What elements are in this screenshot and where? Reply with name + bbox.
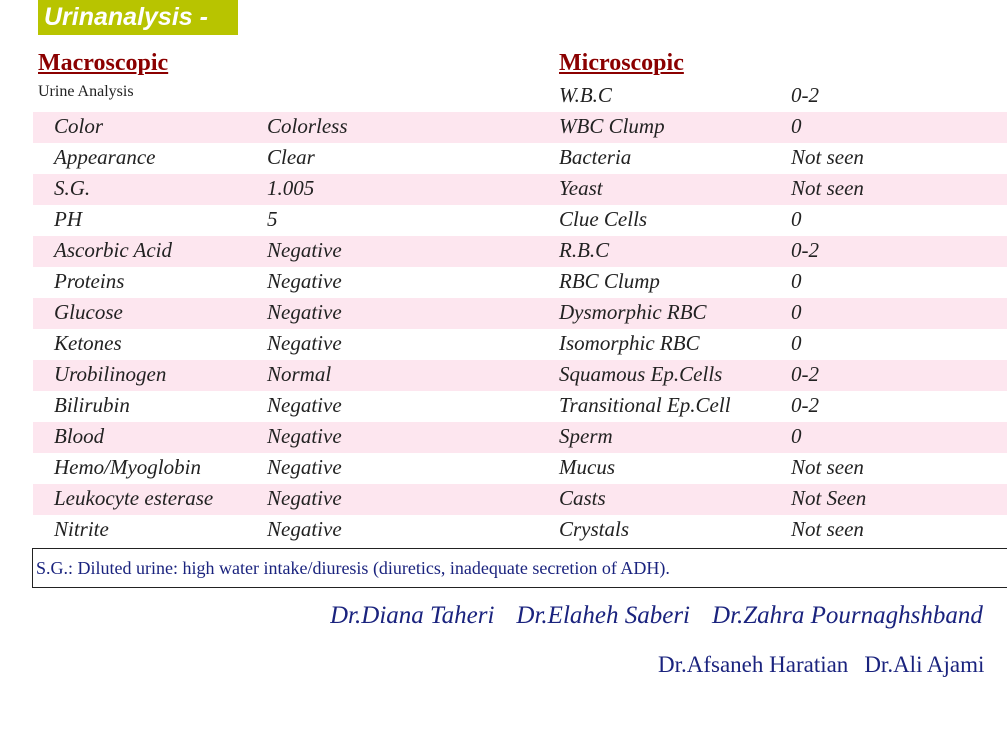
micro-value: Not Seen [791,486,867,510]
micro-value: 0-2 [791,393,819,417]
macro-label: Ketones [54,331,122,355]
page-title: Urinanalysis - [38,0,238,35]
micro-label: Squamous Ep.Cells [559,362,723,386]
micro-label: WBC Clump [559,114,665,138]
table-row [0,453,1007,484]
table-row [0,236,1007,267]
micro-label: Sperm [559,424,613,448]
results-table [0,112,1007,546]
micro-value: Not seen [791,145,864,169]
row-band [33,360,1007,391]
macroscopic-heading: Macroscopic [38,50,169,76]
macro-label: Glucose [54,300,123,324]
author-name: Dr.Ali Ajami [864,652,985,677]
table-row [0,267,1007,298]
micro-label: R.B.C [559,238,610,262]
macro-value: 1.005 [267,176,315,200]
row-band [33,422,1007,453]
table-row [0,205,1007,236]
macro-value: Negative [267,424,342,448]
micro-label: Clue Cells [559,207,648,231]
macro-label: Urobilinogen [54,362,167,386]
row-band [33,236,1007,267]
micro-value: 0 [791,424,802,448]
micro-value: 0 [791,269,802,293]
macro-value: Colorless [267,114,348,138]
table-row [0,422,1007,453]
micro-label: W.B.C [559,83,612,107]
macro-value: Clear [267,145,315,169]
macro-label: Ascorbic Acid [54,238,173,262]
table-row [0,174,1007,205]
table-row [0,143,1007,174]
macro-label: Proteins [54,269,125,293]
macro-label: Nitrite [54,517,109,541]
macro-value: Negative [267,486,342,510]
macro-label: Blood [54,424,105,448]
authors-line-2 [658,652,1007,678]
macro-value: Negative [267,269,342,293]
macro-value: Normal [267,362,332,386]
micro-value: 0 [791,300,802,324]
table-row-wbc [0,81,1007,112]
macro-label: Bilirubin [54,393,130,417]
micro-label: Casts [559,486,606,510]
micro-label: RBC Clump [559,269,660,293]
macro-label: Leukocyte esterase [54,486,214,510]
author-name: Dr.Elaheh Saberi [516,602,691,629]
micro-label: Dysmorphic RBC [559,300,707,324]
macro-label: Color [54,114,104,138]
table-row [0,329,1007,360]
macro-value: Negative [267,238,342,262]
macro-label: S.G. [54,176,91,200]
micro-value: 0 [791,207,802,231]
table-row [0,484,1007,515]
micro-value: 0 [791,114,802,138]
urine-analysis-subheading: Urine Analysis [38,83,134,100]
macro-value: Negative [267,455,342,479]
note-box: S.G.: Diluted urine: high water intake/diuresis (diuretics, inadequate secretion of ADH). [32,548,1007,588]
micro-label: Yeast [559,176,603,200]
row-band [33,112,1007,143]
table-row [0,391,1007,422]
table-row [0,112,1007,143]
micro-label: Transitional Ep.Cell [559,393,731,417]
table-row [0,360,1007,391]
macro-value: Negative [267,393,342,417]
macro-value: Negative [267,331,342,355]
micro-label: Isomorphic RBC [559,331,700,355]
micro-label: Mucus [559,455,615,479]
microscopic-heading: Microscopic [559,50,684,76]
micro-value: 0-2 [791,83,819,107]
micro-value: 0-2 [791,238,819,262]
macro-value: 5 [267,207,278,231]
table-row [0,298,1007,329]
micro-value: Not seen [791,517,864,541]
micro-value: Not seen [791,455,864,479]
macro-label: Hemo/Myoglobin [54,455,201,479]
macro-label: PH [54,207,82,231]
micro-value: Not seen [791,176,864,200]
macro-value: Negative [267,517,342,541]
micro-value: 0 [791,331,802,355]
table-row [0,515,1007,546]
micro-label: Crystals [559,517,630,541]
authors-line-1 [330,602,1007,630]
author-name: Dr.Afsaneh Haratian [658,652,849,677]
author-name: Dr.Zahra Pournaghshband [712,602,983,629]
author-name: Dr.Diana Taheri [330,602,495,629]
macro-value: Negative [267,300,342,324]
row-band [33,298,1007,329]
micro-value: 0-2 [791,362,819,386]
micro-label: Bacteria [559,145,632,169]
macro-label: Appearance [54,145,156,169]
